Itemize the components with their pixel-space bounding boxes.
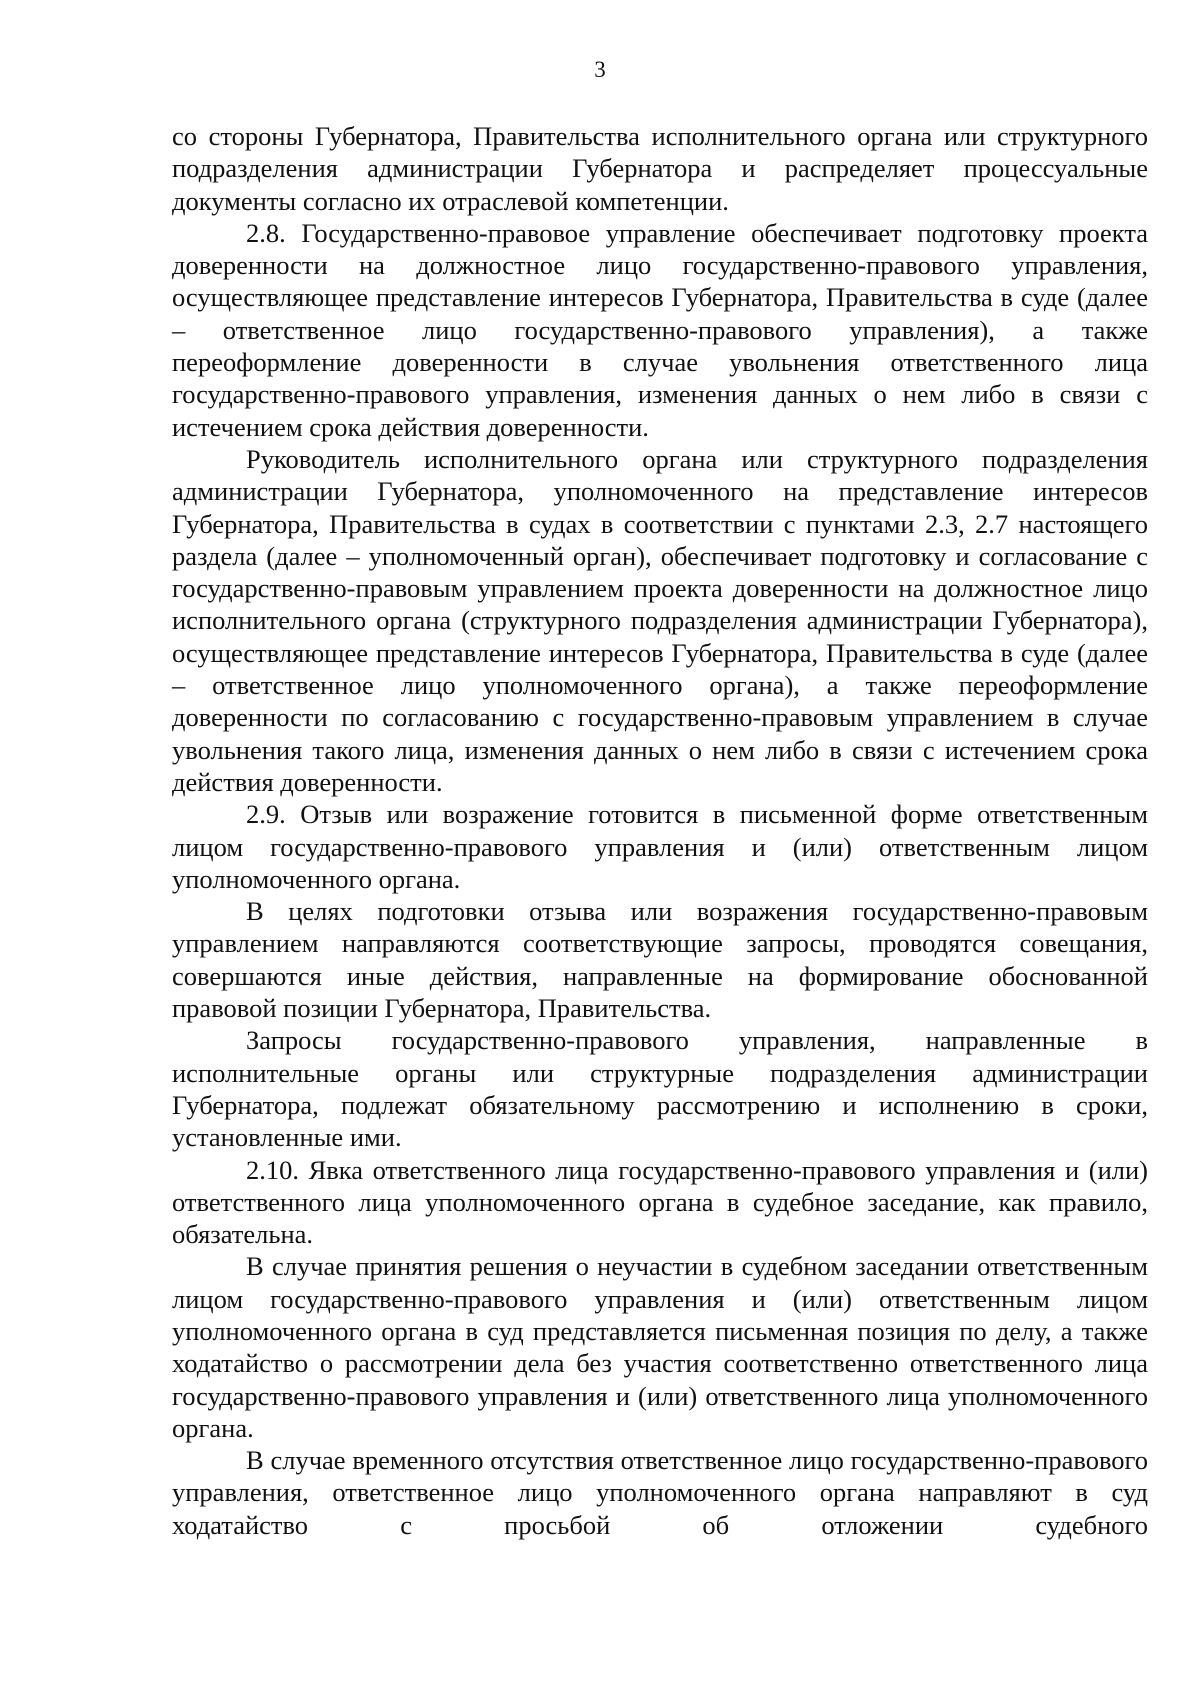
paragraph-temporary-absence: В случае временного отсутствия ответственное лицо государственно-правового управления, ответственное лицо уполномоченного органа направляют в суд ходатайство с просьбой об отложении судебного [172,1445,1148,1540]
page-number: 3 [594,57,606,82]
paragraph-preparation-purposes: В целях подготовки отзыва или возражения государственно-правовым управлением направляются соответствующие запросы, проводятся совещания, совершаются иные действия, направленные на формирование обоснованной правовой позиции Губернатора, Правительства. [172,896,1148,1024]
paragraph-non-participation: В случае принятия решения о неучастии в судебном заседании ответственным лицом государственно-правового управления и (или) ответственным лицом уполномоченного органа в суд представляется письменная позиция по делу, а также ходатайство о рассмотрении дела без участия соответственно ответственного лица государственно-правового управления и (или) ответственного лица уполномоченного органа. [172,1251,1148,1443]
paragraph-requests: Запросы государственно-правового управления, направленные в исполнительные органы или структурные подразделения администрации Губернатора, подлежат обязательному рассмотрению и исполнению в сроки, установленные ими. [172,1025,1148,1153]
paragraph-authorized-body: Руководитель исполнительного органа или структурного подразделения администрации Губернатора, уполномоченного на представление интересов Губернатора, Правительства в судах в соответствии с пунктами 2.3, 2.7 настоящего раздела (далее – уполномоченный орган), обеспечивает подготовку и согласование с государственно-правовым управлением проекта доверенности на должностное лицо исполнительного органа (структурного подразделения администрации Губернатора), осуществляющее представление интересов Губернатора, Правительства в суде (далее – ответственное лицо уполномоченного органа), а также переоформление доверенности по согласованию с государственно-правовым управлением в случае увольнения такого лица, изменения данных о нем либо в связи с истечением срока действия доверенности. [172,443,1148,797]
paragraph-2-9: 2.9. Отзыв или возражение готовится в письменной форме ответственным лицом государственно-правового управления и (или) ответственным лицом уполномоченного органа. [172,799,1148,894]
document-body [172,120,1148,1541]
paragraph-2-8: 2.8. Государственно-правовое управление обеспечивает подготовку проекта доверенности на должностное лицо государственно-правового управления, осуществляющее представление интересов Губернатора, Правительства в суде (далее – ответственное лицо государственно-правового управления), а также переоформление доверенности в случае увольнения ответственного лица государственно-правового управления, изменения данных о нем либо в связи с истечением срока действия доверенности. [172,217,1148,442]
paragraph-2-10: 2.10. Явка ответственного лица государственно-правового управления и (или) ответственного лица уполномоченного органа в судебное заседание, как правило, обязательна. [172,1154,1148,1250]
paragraph-continuation: со стороны Губернатора, Правительства исполнительного органа или структурного подразделения администрации Губернатора и распределяет процессуальные документы согласно их отраслевой компетенции. [172,121,1148,216]
